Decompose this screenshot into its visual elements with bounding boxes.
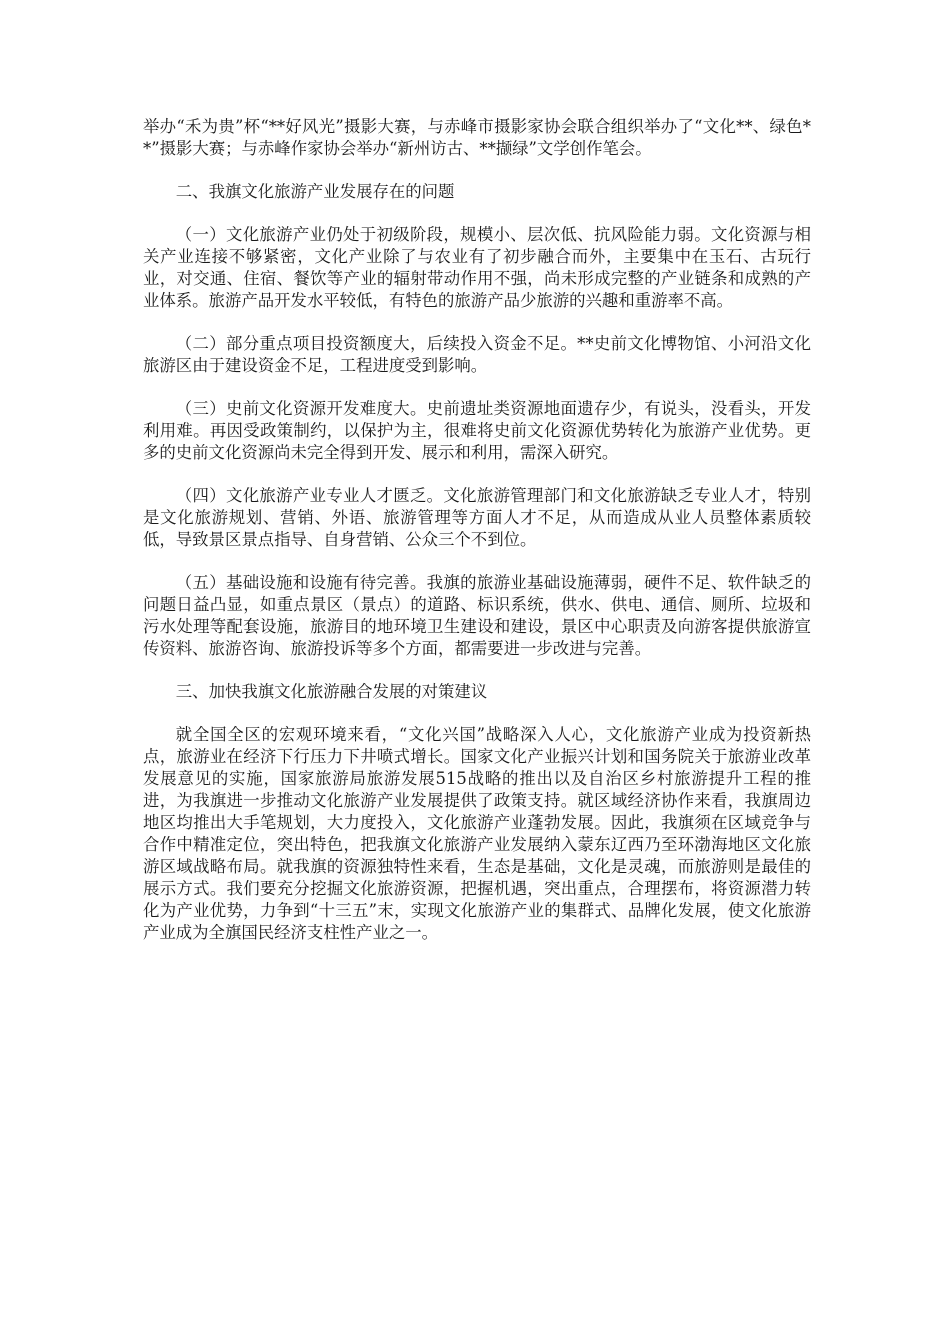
body-paragraph-problem-1: （一）文化旅游产业仍处于初级阶段，规模小、层次低、抗风险能力弱。文化资源与相关产业连接不够紧密，文化产业除了与农业有了初步融合而外，主要集中在玉石、古玩行业，对交通、住宿、餐饮等产业的辐射带动作用不强，尚未形成完整的产业链条和成熟的产业体系。旅游产品开发水平较低，有特色的旅游产品少旅游的兴趣和重游率不高。: [143, 225, 811, 310]
body-paragraph-problem-3: （三）史前文化资源开发难度大。史前遗址类资源地面遗存少，有说头，没看头，开发利用难。再因受政策制约，以保护为主，很难将史前文化资源优势转化为旅游产业优势。更多的史前文化资源尚未完全得到开发、展示和利用，需深入研究。: [143, 399, 811, 462]
continuation-paragraph: 举办“禾为贵”杯“**好风光”摄影大赛，与赤峰市摄影家协会联合组织举办了“文化**、绿色**”摄影大赛；与赤峰作家协会举办“新州访古、**撷绿”文学创作笔会。: [143, 117, 811, 158]
body-paragraph-problem-4: （四）文化旅游产业专业人才匮乏。文化旅游管理部门和文化旅游缺乏专业人才，特别是文化旅游规划、营销、外语、旅游管理等方面人才不足，从而造成从业人员整体素质较低，导致景区景点指导、自身营销、公众三个不到位。: [143, 486, 811, 549]
body-paragraph-problem-5: （五）基础设施和设施有待完善。我旗的旅游业基础设施薄弱，硬件不足、软件缺乏的问题日益凸显，如重点景区（景点）的道路、标识系统，供水、供电、通信、厕所、垃圾和污水处理等配套设施，旅游目的地环境卫生建设和建设，景区中心职责及向游客提供旅游宣传资料、旅游咨询、旅游投诉等多个方面，都需要进一步改进与完善。: [143, 573, 811, 658]
section-heading-suggestions: 三、加快我旗文化旅游融合发展的对策建议: [175, 682, 488, 701]
section-heading-problems: 二、我旗文化旅游产业发展存在的问题: [175, 182, 455, 201]
document-body: [143, 116, 811, 965]
body-paragraph-problem-2: （二）部分重点项目投资额度大，后续投入资金不足。**史前文化博物馆、小河沿文化旅游区由于建设资金不足，工程进度受到影响。: [143, 334, 811, 375]
body-paragraph-suggestions: 就全国全区的宏观环境来看，“文化兴国”战略深入人心，文化旅游产业成为投资新热点，旅游业在经济下行压力下井喷式增长。国家文化产业振兴计划和国务院关于旅游业改革发展意见的实施，国家旅游局旅游发展515战略的推出以及自治区乡村旅游提升工程的推进，为我旗进一步推动文化旅游产业发展提供了政策支持。就区域经济协作来看，我旗周边地区均推出大手笔规划，大力度投入，文化旅游产业蓬勃发展。因此，我旗须在区域竞争与合作中精准定位，突出特色，把我旗文化旅游产业发展纳入蒙东辽西乃至环渤海地区文化旅游区域战略布局。就我旗的资源独特性来看，生态是基础，文化是灵魂，而旅游则是最佳的展示方式。我们要充分挖掘文化旅游资源，把握机遇，突出重点，合理摆布，将资源潜力转化为产业优势，力争到“十三五”末，实现文化旅游产业的集群式、品牌化发展，使文化旅游产业成为全旗国民经济支柱性产业之一。: [143, 725, 811, 942]
